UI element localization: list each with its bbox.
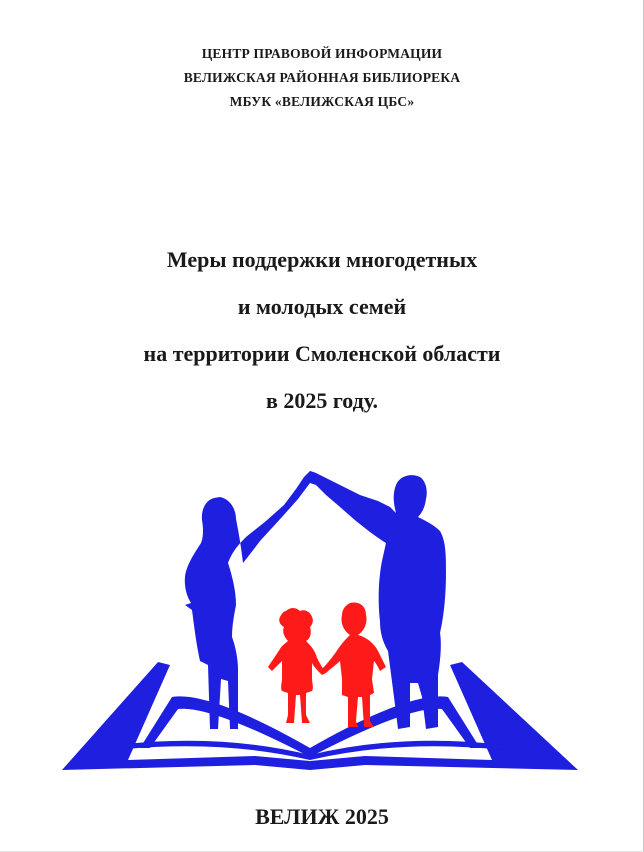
title-line-2: и молодых семей — [237, 294, 407, 319]
boy-silhouette — [322, 603, 386, 728]
header-line-2: ВЕЛИЖСКАЯ РАЙОННАЯ БИБЛИОРЕКА — [183, 70, 461, 85]
girl-silhouette — [268, 608, 326, 723]
book-pages-left — [140, 696, 310, 757]
header-line-1: ЦЕНТР ПРАВОВОЙ ИНФОРМАЦИИ — [201, 46, 443, 61]
father-silhouette — [310, 471, 446, 729]
organization-header — [0, 42, 644, 114]
title-line-1: Меры поддержки многодетных — [166, 247, 478, 272]
header-line-3: МБУК «ВЕЛИЖСКАЯ ЦБС» — [229, 94, 415, 109]
title-line-4: в 2025 году. — [265, 388, 379, 413]
book-left-cover — [62, 662, 310, 770]
family-under-roof-on-book-icon — [60, 465, 580, 785]
book-pages-right — [310, 696, 480, 757]
title-line-3: на территории Смоленской области — [143, 341, 501, 366]
document-title — [0, 236, 644, 424]
place-year-footer: ВЕЛИЖ 2025 — [255, 804, 389, 829]
